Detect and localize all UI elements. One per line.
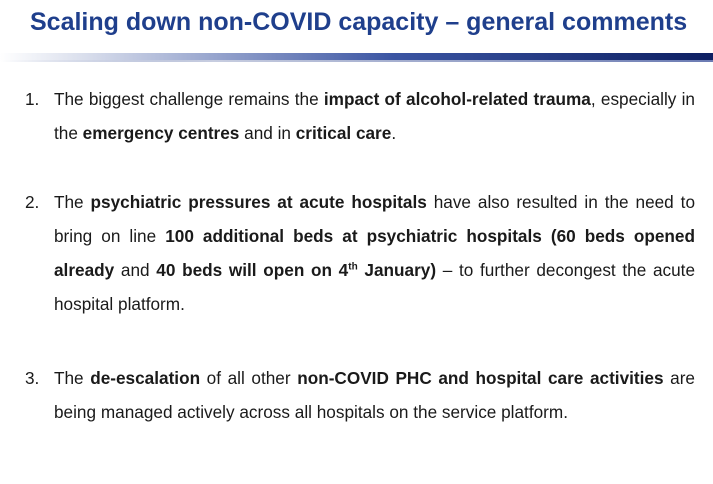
list-item: [25, 185, 695, 321]
slide-title: Scaling down non-COVID capacity – general comments: [30, 8, 688, 36]
body-text: The: [54, 368, 91, 388]
item-number: 2.: [25, 192, 40, 212]
body-text: have also resulted in the need to bring on line: [54, 192, 695, 246]
emphasis-text: 40 beds will open on 4: [156, 260, 349, 280]
emphasis-text: 100 additional beds at psychiatric hospitals (60 beds opened already: [54, 226, 695, 280]
emphasis-text: non-COVID PHC and hospital care activities: [297, 368, 664, 388]
body-text: The: [54, 192, 91, 212]
item-text: [54, 82, 695, 150]
body-text: – to further decongest the acute hospital platform.: [54, 260, 695, 314]
emphasis-text: January): [357, 260, 437, 280]
body-text: are being managed actively across all hospitals on the service platform.: [54, 368, 695, 422]
body-text: .: [391, 123, 397, 143]
body-text: The biggest challenge remains the: [54, 89, 324, 109]
list-item: [25, 361, 695, 429]
item-text: [54, 361, 695, 429]
title-underline-accent: [0, 60, 713, 62]
emphasis-text: de-escalation: [90, 368, 201, 388]
emphasis-text: emergency centres: [82, 123, 240, 143]
body-text: and in: [239, 123, 296, 143]
item-number: 1.: [25, 89, 40, 109]
list-item: [25, 82, 695, 150]
body-text: of all other: [200, 368, 298, 388]
comment-list: [25, 82, 695, 429]
body-text: , especially in the: [54, 89, 695, 143]
emphasis-text: critical care: [295, 123, 392, 143]
body-text: and: [114, 260, 157, 280]
item-text: [54, 185, 695, 321]
superscript-text: th: [348, 261, 358, 273]
emphasis-text: impact of alcohol-related trauma: [323, 89, 591, 109]
item-number: 3.: [25, 368, 40, 388]
emphasis-text: psychiatric pressures at acute hospitals: [90, 192, 427, 212]
